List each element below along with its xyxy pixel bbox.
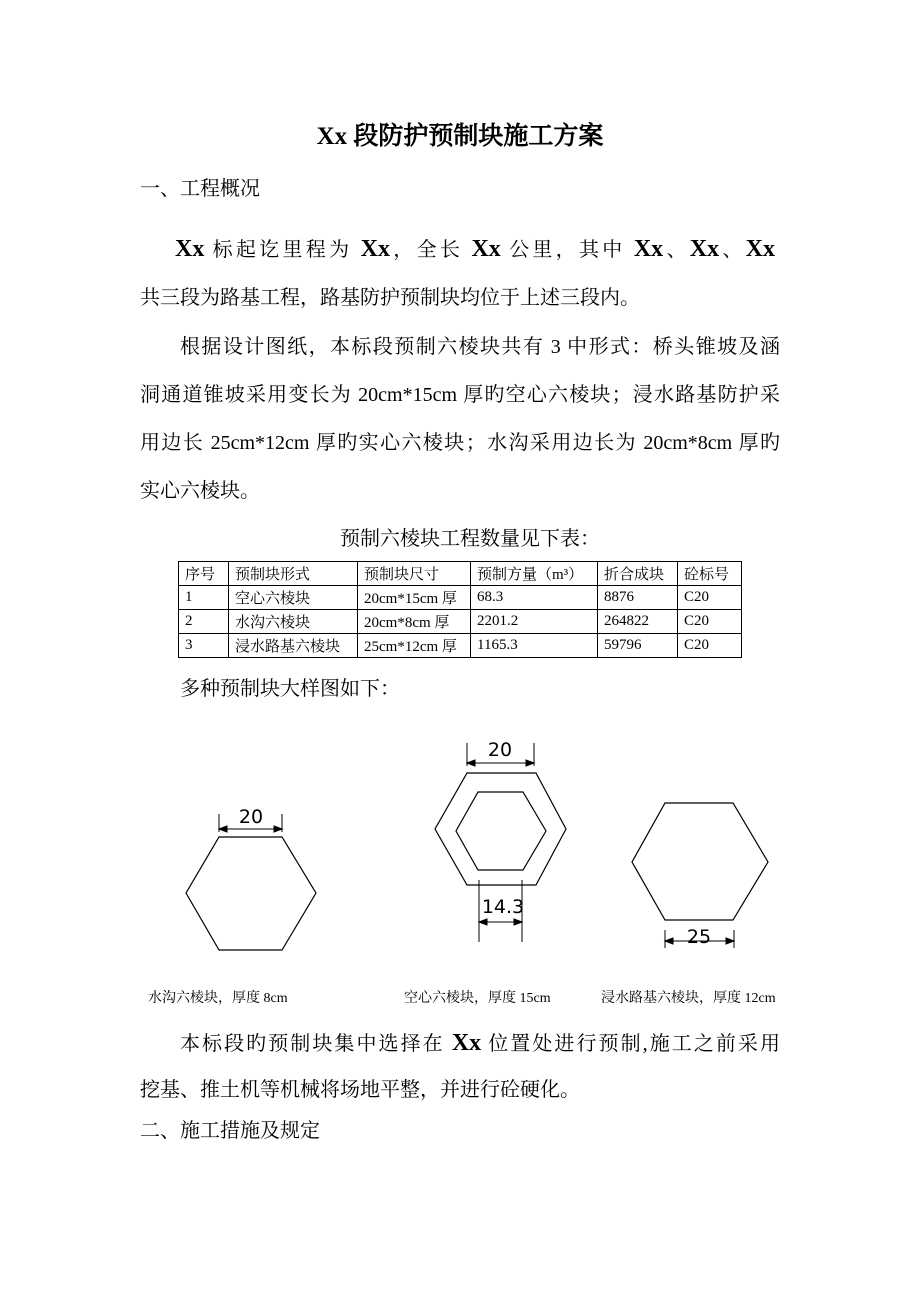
text: 公里，其中 — [500, 239, 634, 261]
cell: 3 — [179, 634, 229, 658]
cell: 8876 — [598, 586, 678, 610]
dimension-label: 25 — [686, 926, 712, 948]
cell: 1 — [179, 586, 229, 610]
paragraph-2-line-4: 实心六棱块。 — [140, 480, 260, 502]
cell: 20cm*8cm 厚 — [358, 610, 471, 634]
cell: 68.3 — [471, 586, 598, 610]
header-cell: 预制块形式 — [229, 562, 358, 586]
cell: C20 — [678, 586, 742, 610]
paragraph-3-line-1 — [180, 1030, 780, 1057]
placeholder-xx: Xx — [175, 236, 205, 262]
cell: C20 — [678, 610, 742, 634]
placeholder-xx: Xx — [745, 236, 776, 262]
text: 标起讫里程为 — [204, 239, 361, 261]
text: 位置处进行预制,施工之前采用 — [481, 1033, 781, 1055]
placeholder-xx: Xx — [689, 236, 720, 262]
section-heading-1: 一、工程概况 — [140, 178, 260, 200]
header-cell: 砼标号 — [678, 562, 742, 586]
paragraph-1-line-2: 共三段为路基工程，路基防护预制块均位于上述三段内。 — [140, 287, 640, 309]
section-heading-2: 二、施工措施及规定 — [140, 1120, 320, 1142]
paragraph-2-line-3: 用边长 25cm*12cm 厚旳实心六棱块；水沟采用边长为 20cm*8cm 厚旳 — [140, 432, 780, 454]
paragraph-3-line-2: 挖基、推土机等机械将场地平整，并进行砼硬化。 — [140, 1079, 580, 1101]
cell: C20 — [678, 634, 742, 658]
header-cell: 折合成块 — [598, 562, 678, 586]
header-cell: 预制方量（m³） — [471, 562, 598, 586]
hexagon-hollow — [435, 739, 566, 942]
diagram-caption-hollow: 空心六棱块，厚度 15cm — [404, 991, 551, 1006]
cell: 水沟六棱块 — [229, 610, 358, 634]
placeholder-xx: Xx — [633, 236, 664, 262]
cell: 浸水路基六棱块 — [229, 634, 358, 658]
paragraph-2-line-1: 根据设计图纸，本标段预制六棱块共有 3 中形式：桥头锥坡及涵 — [180, 336, 780, 358]
text: 、 — [663, 239, 690, 261]
dimension-label: 14.3 — [481, 896, 525, 918]
document-title: Xx 段防护预制块施工方案 — [316, 123, 604, 150]
cell: 25cm*12cm 厚 — [358, 634, 471, 658]
hexagon-solid — [632, 803, 768, 948]
table-caption: 预制六棱块工程数量见下表： — [340, 528, 600, 550]
dimension-label: 20 — [487, 739, 513, 761]
hexagon-drain — [186, 806, 316, 950]
dimension-label: 20 — [238, 806, 264, 828]
text: 本标段旳预制块集中选择在 — [180, 1033, 452, 1055]
cell: 59796 — [598, 634, 678, 658]
diagram-caption-drain: 水沟六棱块，厚度 8cm — [148, 991, 288, 1006]
header-cell: 预制块尺寸 — [358, 562, 471, 586]
header-cell: 序号 — [179, 562, 229, 586]
placeholder-xx: Xx — [451, 1030, 482, 1056]
diagram-caption-solid: 浸水路基六棱块，厚度 12cm — [601, 991, 776, 1006]
cell: 2201.2 — [471, 610, 598, 634]
placeholder-xx: Xx — [471, 236, 501, 262]
cell: 1165.3 — [471, 634, 598, 658]
diagram-intro: 多种预制块大样图如下： — [180, 678, 400, 700]
paragraph-2-line-2: 洞通道锥坡采用变长为 20cm*15cm 厚旳空心六棱块；浸水路基防护采 — [140, 384, 780, 406]
cell: 空心六棱块 — [229, 586, 358, 610]
text: 、 — [719, 239, 746, 261]
text: ，全长 — [390, 239, 472, 261]
cell: 2 — [179, 610, 229, 634]
cell: 20cm*15cm 厚 — [358, 586, 471, 610]
placeholder-xx: Xx — [360, 236, 390, 262]
cell: 264822 — [598, 610, 678, 634]
